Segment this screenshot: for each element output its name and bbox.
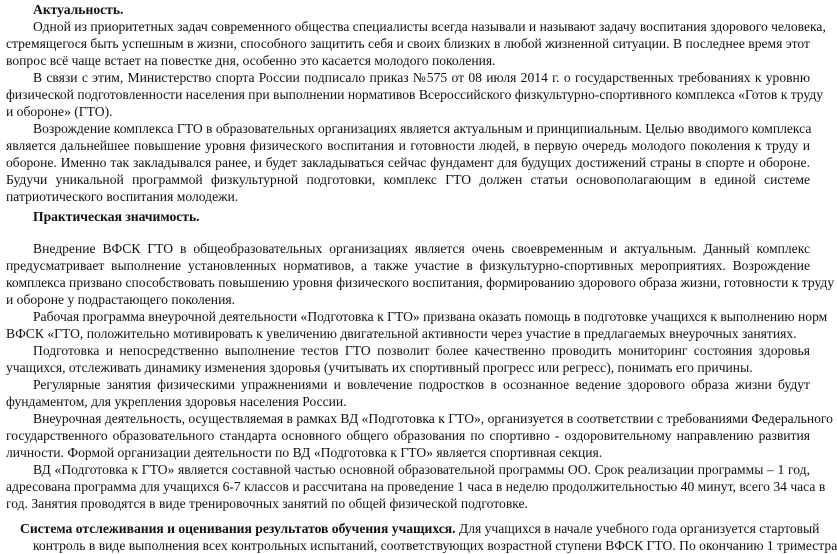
text-line: комплекса призвано способствовать повышению уровня физического воспитания, формированию здорового образа жизни, готовности к труду — [6, 275, 835, 290]
text-line: В связи с этим, Министерство спорта России подписало приказ №575 от 08 июля 2014 г. о государственных требованиях к уровню — [33, 70, 810, 85]
text-line — [20, 520, 820, 537]
text-line: Одной из приоритетных задач современного общества специалисты всегда называли и называют задачу воспитания здорового человека, — [33, 19, 826, 34]
text-line: обороне. Именно так закладывался ранее, и будет закладываться сейчас фундамент для будущих достижений страны в спорте и обороне. — [6, 155, 810, 170]
text-line: адресована программа для учащихся 6-7 классов и рассчитана на проведение 1 часа в неделю продолжительностью 40 минут, всего 34 часа в — [6, 479, 826, 494]
text-line: учащихся, отслеживать динамику изменения здоровья (учитывать их спортивный прогресс или регресс), понимать его причины. — [6, 360, 753, 375]
text-line: Рабочая программа внеурочной деятельности «Подготовка к ГТО» призвана оказать помощь в подготовке учащихся к выполнению норм — [33, 309, 828, 324]
heading-actuality: Актуальность. — [33, 2, 124, 17]
text-line: предусматривает выполнение установленных нормативов, а также участие в физкультурно-спортивных мероприятиях. Возрождение — [6, 258, 810, 273]
text-line: год. Занятия проводятся в виде тренировочных занятий по общей физической подготовке. — [6, 496, 528, 511]
text-run: Для учащихся в начале учебного года организуется стартовый — [455, 521, 820, 536]
text-line: вопрос всё чаще встает на повестке дня, особенно это касается молодого поколения. — [6, 53, 496, 68]
text-line: Будучи уникальной программой физкультурной подготовки, комплекс ГТО должен статьи основополагающим в единой системе — [6, 172, 810, 187]
text-line: Подготовка и непосредственно выполнение тестов ГТО позволит более качественно проводить мониторинг состояния здоровья — [33, 343, 810, 358]
text-line: и обороне» (ГТО). — [6, 104, 113, 119]
heading-practical: Практическая значимость. — [33, 209, 200, 224]
text-line: и обороне у подрастающего поколения. — [6, 292, 235, 307]
text-line: Регулярные занятия физическими упражнениями и вовлечение подростков в осознанное ведение здорового образа жизни будут — [33, 377, 810, 392]
text-line: стремящегося быть успешным в жизни, способного защитить себя и своих близких в любой жизненной ситуации. В последнее время этот — [6, 36, 810, 51]
text-line: Внедрение ВФСК ГТО в общеобразовательных организациях является очень своевременным и актуальным. Данный комплекс — [33, 241, 810, 256]
text-line: Внеурочная деятельность, осуществляемая в рамках ВД «Подготовка к ГТО», организуется в соответствии с требованиями Федерального — [33, 411, 833, 426]
text-line: Возрождение комплекса ГТО в образовательных организациях является актуальным и принципиальным. Целью вводимого комплекса — [33, 121, 812, 136]
text-line: ВФСК «ГТО, положительно мотивировать к увеличению двигательной активности через участие в предлагаемых внеурочных занятиях. — [6, 326, 797, 341]
text-line: фундаментом, для укрепления здоровья населения России. — [6, 394, 347, 409]
text-line: физической подготовленности населения при выполнении нормативов Всероссийского физкультурно-спортивного комплекса «Готов к труду — [6, 87, 824, 102]
text-line: личности. Формой организации деятельности по ВД «Подготовка к ГТО» является спортивная секция. — [6, 445, 603, 460]
heading-evaluation: Система отслеживания и оценивания результатов обучения учащихся. — [20, 521, 456, 536]
text-line: ВД «Подготовка к ГТО» является составной частью основной образовательной программы ОО. Срок реализации программы – 1 год, — [33, 462, 810, 477]
text-line: является дальнейшее повышение уровня физического воспитания и готовности людей, в первую очередь молодого поколения к труду и — [6, 138, 810, 153]
text-line: патриотического воспитания молодежи. — [6, 189, 239, 204]
text-line: государственного образовательного стандарта основного общего образования по спортивно - оздоровительному направлению развития — [6, 428, 810, 443]
text-line: контроль в виде выполнения всех контрольных испытаний, соответствующих возрастной ступени ВФСК ГТО. По окончанию 1 триместра — [33, 538, 837, 553]
